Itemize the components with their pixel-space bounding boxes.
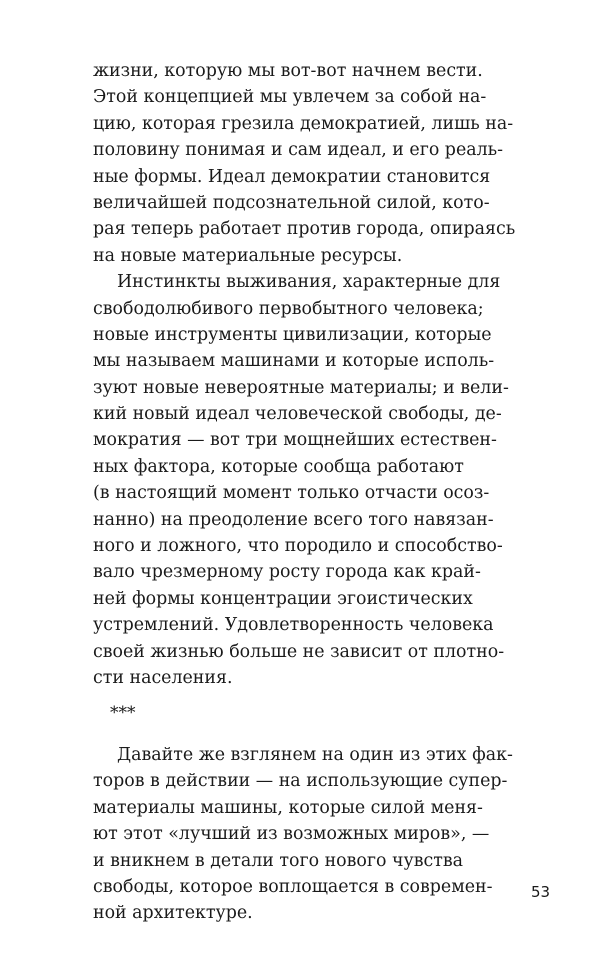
text-line: ют этот «лучший из возможных миров», —: [93, 824, 490, 845]
text-line: новые инструменты цивилизации, которые: [93, 324, 492, 345]
text-line: кий новый идеал человеческой свободы, де-: [93, 404, 502, 425]
main-text-block: [93, 58, 516, 691]
text-line: устремлений. Удовлетворенность человека: [93, 615, 494, 636]
paragraph-start-line: Инстинкты выживания, характерные для: [117, 272, 501, 293]
text-line: ней формы концентрации эгоистических: [93, 588, 473, 609]
text-line: ного и ложного, что породило и способство-: [93, 536, 503, 557]
text-line: половину понимая и сам идеал, и его реаль-: [93, 140, 503, 161]
text-line: рая теперь работает против города, опираясь: [93, 219, 516, 240]
text-line: величайшей подсознательной силой, кото-: [93, 192, 490, 213]
page-number: 53: [531, 883, 551, 901]
text-line: вало чрезмерному росту города как край-: [93, 562, 481, 583]
text-line: мократия — вот три мощнейших естествен-: [93, 430, 497, 451]
text-line: ные формы. Идеал демократии становится: [93, 166, 491, 187]
text-line: на новые материальные ресурсы.: [93, 245, 403, 266]
paragraph-start-line: Давайте же взглянем на один из этих фак-: [117, 745, 513, 765]
second-text-block: [93, 742, 513, 927]
text-line: сти населения.: [93, 667, 233, 688]
section-separator: ***: [110, 703, 136, 723]
text-line: (в настоящий момент только отчасти осоз-: [93, 483, 490, 504]
text-line: торов в действии — на использующие супер-: [93, 771, 508, 792]
text-line: ной архитектуре.: [93, 903, 253, 924]
text-line: Этой концепцией мы увлечем за собой на-: [93, 87, 487, 108]
text-line: свободолюбивого первобытного человека;: [93, 298, 484, 319]
text-line: жизни, которую мы вот-вот начнем вести.: [93, 61, 483, 81]
text-line: материалы машины, которые силой меня-: [93, 797, 483, 818]
text-line: мы называем машинами и которые исполь-: [93, 351, 495, 372]
text-line: нанно) на преодоление всего того навязан-: [93, 509, 494, 530]
text-line: зуют новые невероятные материалы; и вели-: [93, 377, 509, 398]
text-line: своей жизнью больше не зависит от плотно-: [93, 641, 505, 662]
text-line: цию, которая грезила демократией, лишь на-: [93, 113, 514, 134]
text-line: и вникнем в детали того нового чувства: [93, 850, 464, 871]
text-line: свободы, которое воплощается в современ-: [93, 876, 493, 897]
text-line: ных фактора, которые сообща работают: [93, 456, 464, 477]
